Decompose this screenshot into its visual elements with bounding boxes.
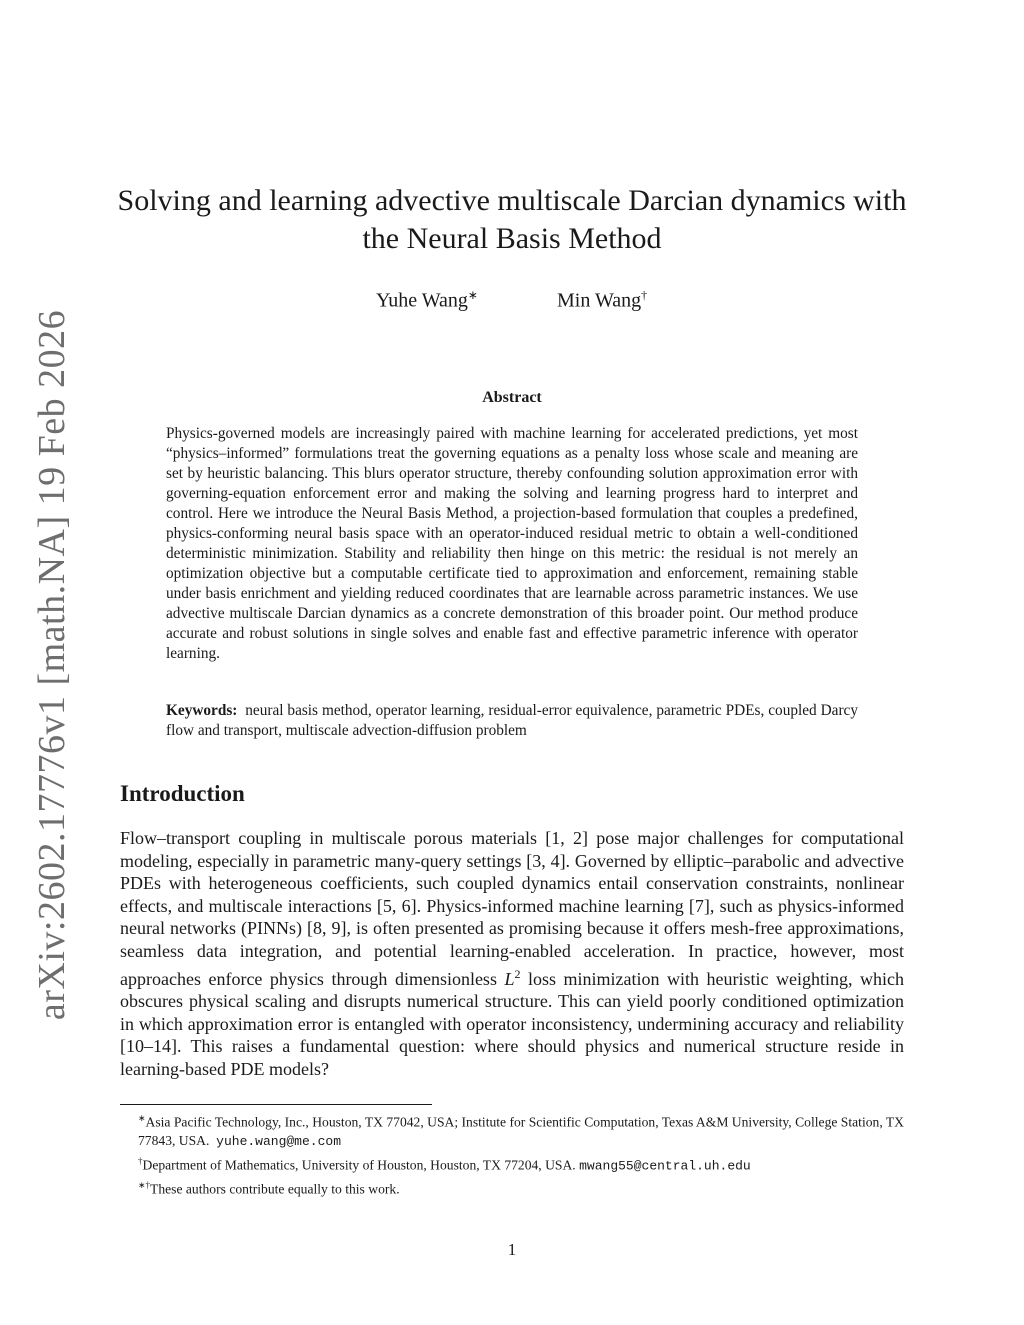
author-1 — [376, 288, 478, 313]
paper-title-line-1: Solving and learning advective multiscale Darcian dynamics with — [117, 184, 907, 217]
footnote-3 — [120, 1176, 904, 1199]
intro-text-part-2: loss minimization with heuristic weighting, which obscures physical scaling and disrupts numerical structure. This can yield poorly conditioned optimization in which approximation error is entangled with operator inconsistency, undermining accuracy and reliability [10–14]. This raises a fundamental question: where should physics and numerical structure reside in learning-based PDE models? — [120, 968, 905, 1079]
author-2 — [557, 288, 647, 313]
author-1-mark: ∗ — [467, 288, 478, 302]
footnote-2 — [120, 1152, 904, 1176]
arxiv-identifier-stamp: arXiv:2602.17776v1 [math.NA] 19 Feb 2026 — [31, 309, 73, 1021]
keywords-label: Keywords: — [166, 702, 238, 719]
introduction-heading: Introduction — [120, 781, 245, 806]
abstract-text: Physics-governed models are increasingly paired with machine learning for accelerated predictions, yet most “physics–informed” formulations treat the governing equations as a penalty loss whose scale and meaning are set by heuristic balancing. This blurs operator structure, thereby confounding solution approximation error with governing-equation enforcement error and making the solving and learning progress hard to interpret and control. Here we introduce the Neural Basis Method, a projection-based formulation that couples a predefined, physics-conforming neural basis space with an operator-induced residual metric to obtain a well-conditioned deterministic minimization. Stability and reliability then hinge on this metric: the residual is not merely an optimization objective but a computable certificate tied to approximation and enforcement, remaining stable under basis enrichment and yielding reduced coordinates that are learnable across parametric instances. We use advective multiscale Darcian dynamics as a concrete demonstration of this broader point. Our method produce accurate and robust solutions in single solves and enable fast and effective parametric inference with operator learning. — [166, 425, 858, 662]
intro-text-part-1: Flow–transport coupling in multiscale porous materials [1, 2] pose major challenges for computational modeling, especially in parametric many-query settings [3, 4]. Governed by elliptic–parabolic and advective PDEs with heterogeneous coefficients, such coupled dynamics entail conservation constraints, nonlinear effects, and multiscale interactions [5, 6]. Physics-informed machine learning [7], such as physics-informed neural networks (PINNs) [8, 9], is often presented as promising because it offers mesh-free approximations, seamless data integration, and potential learning-enabled acceleration. In practice, however, most approaches enforce physics through dimensionless — [120, 828, 904, 989]
math-symbol-l: L — [504, 968, 515, 989]
paper-title-line-2: the Neural Basis Method — [362, 222, 662, 255]
footnote-3-text: These authors contribute equally to this work. — [150, 1181, 400, 1197]
math-exponent: 2 — [514, 966, 521, 981]
footnote-3-mark: ∗† — [138, 1179, 151, 1190]
footnote-1 — [120, 1109, 904, 1152]
footnote-1-text: Asia Pacific Technology, Inc., Houston, TX 77042, USA; Institute for Scientific Computation, Texas A&M University, College Station, TX 77843, USA. — [138, 1114, 904, 1149]
footnote-separator — [120, 1104, 432, 1105]
abstract-heading: Abstract — [482, 389, 542, 406]
author-2-mark: † — [641, 288, 648, 302]
author-1-name: Yuhe Wang — [376, 289, 468, 312]
introduction-paragraph — [120, 827, 904, 1081]
footnote-2-text: Department of Mathematics, University of Houston, Houston, TX 77204, USA. — [142, 1157, 576, 1173]
keywords-text: neural basis method, operator learning, residual-error equivalence, parametric PDEs, coupled Darcy flow and transport, multiscale advection-diffusion problem — [166, 702, 858, 739]
author-2-name: Min Wang — [557, 289, 642, 312]
keywords-block — [166, 701, 858, 741]
footnote-2-email[interactable]: mwang55@central.uh.edu — [579, 1158, 751, 1174]
footnote-2-mark: † — [138, 1155, 143, 1166]
footnote-1-mark: ∗ — [138, 1113, 146, 1123]
paper-title — [112, 182, 912, 258]
footnote-1-email[interactable]: yuhe.wang@me.com — [216, 1134, 341, 1150]
footnotes — [120, 1109, 904, 1199]
page-number: 1 — [507, 1240, 517, 1259]
